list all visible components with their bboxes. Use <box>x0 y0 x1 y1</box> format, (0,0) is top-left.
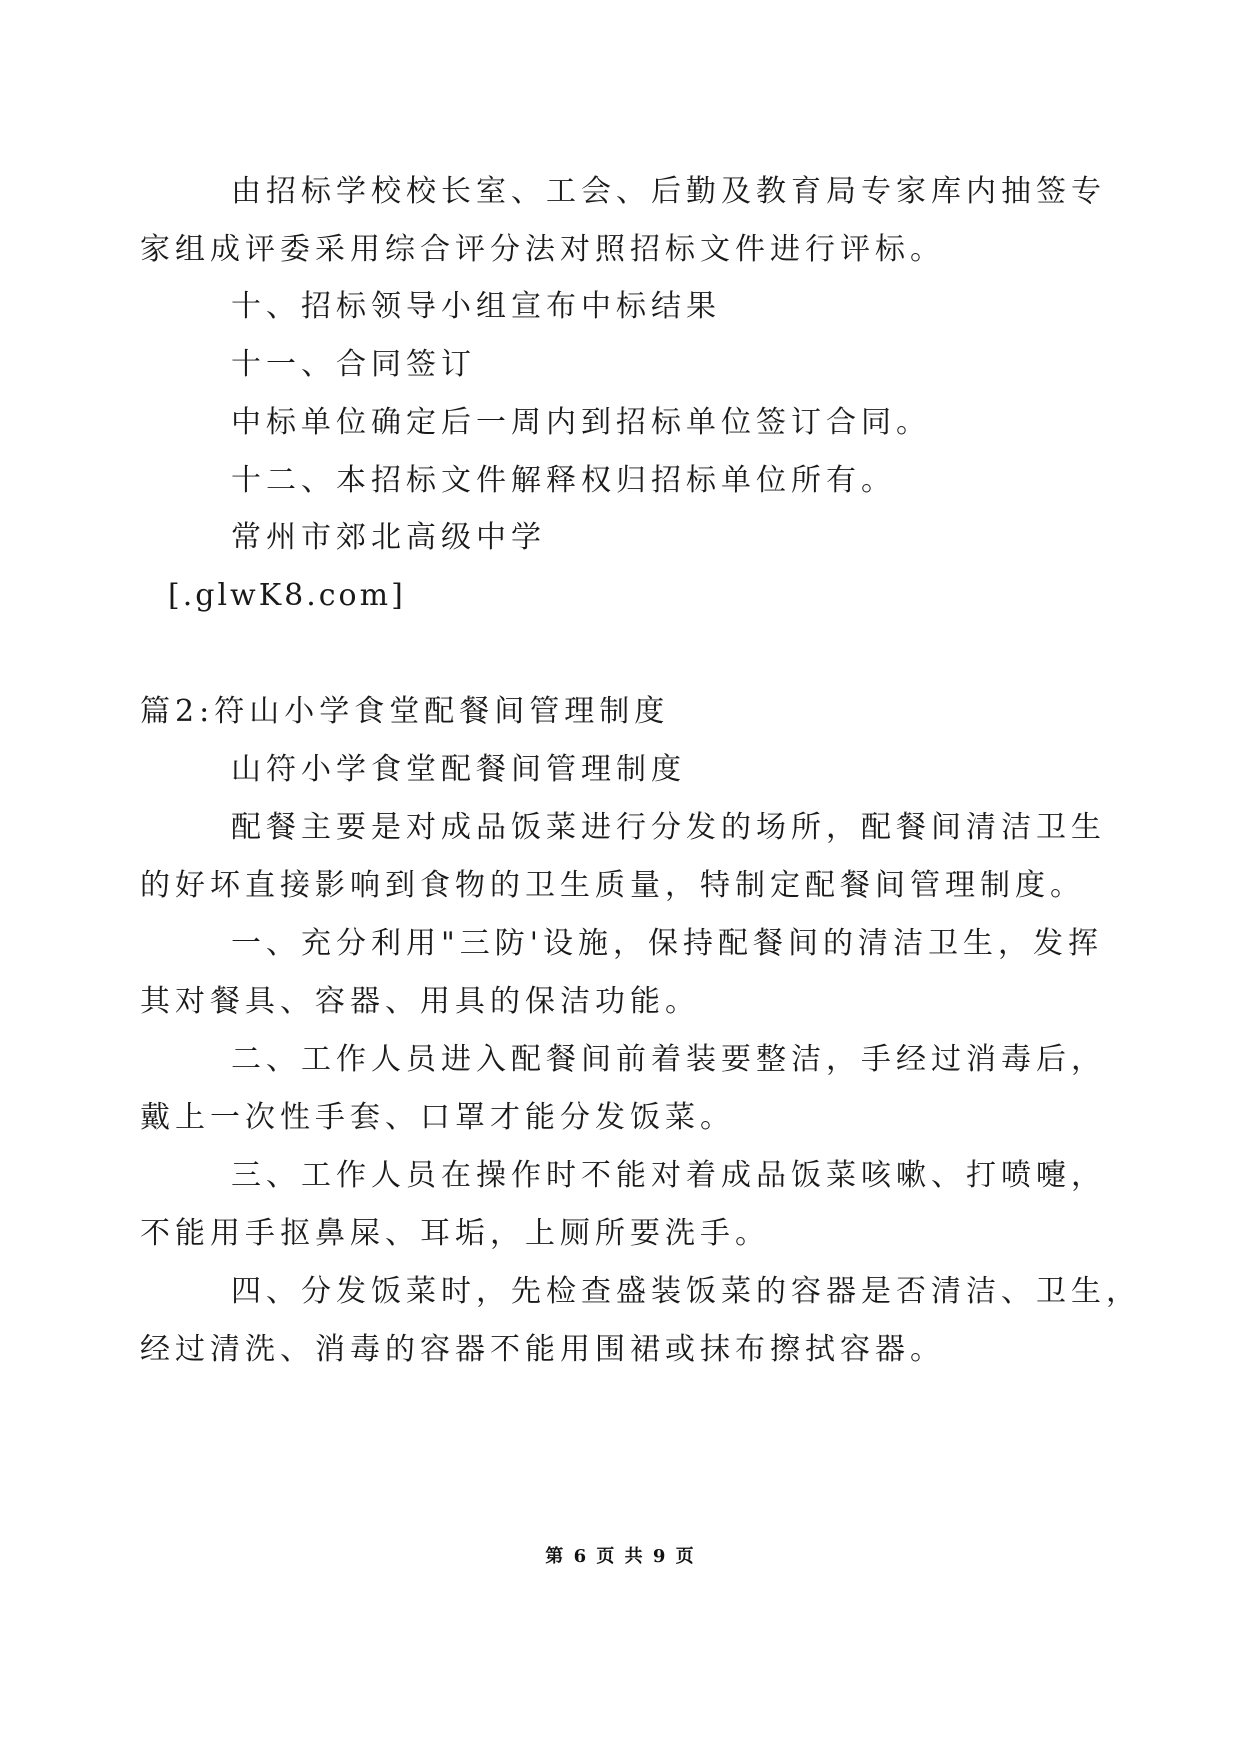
paragraph-line: 一、充分利用"三防'设施，保持配餐间的清洁卫生，发挥 <box>231 926 1104 961</box>
paragraph-line: 家组成评委采用综合评分法对照招标文件进行评标。 <box>140 232 945 267</box>
paragraph-line: 二、工作人员进入配餐间前着装要整洁，手经过消毒后， <box>231 1042 1106 1077</box>
signature-line: 常州市郊北高级中学 <box>231 520 546 555</box>
article-title: 篇2:符山小学食堂配餐间管理制度 <box>140 694 670 729</box>
paragraph-line: 的好坏直接影响到食物的卫生质量，特制定配餐间管理制度。 <box>140 868 1085 903</box>
article-subtitle: 山符小学食堂配餐间管理制度 <box>231 752 686 787</box>
paragraph-line: 经过清洗、消毒的容器不能用围裙或抹布擦拭容器。 <box>140 1332 945 1367</box>
page-number-footer: 第 6 页 共 9 页 <box>545 1546 696 1567</box>
paragraph-line: 配餐主要是对成品饭菜进行分发的场所，配餐间清洁卫生 <box>231 810 1106 845</box>
paragraph-line: 四、分发饭菜时，先检查盛装饭菜的容器是否清洁、卫生， <box>231 1274 1141 1309</box>
paragraph-line: 戴上一次性手套、口罩才能分发饭菜。 <box>140 1100 735 1135</box>
paragraph-line: 由招标学校校长室、工会、后勤及教育局专家库内抽签专 <box>231 174 1106 209</box>
section-heading: 十二、本招标文件解释权归招标单位所有。 <box>231 463 896 498</box>
paragraph-line: 其对餐具、容器、用具的保洁功能。 <box>140 984 700 1019</box>
paragraph-line: 中标单位确定后一周内到招标单位签订合同。 <box>231 405 931 440</box>
paragraph-line: 不能用手抠鼻屎、耳垢，上厕所要洗手。 <box>140 1216 770 1251</box>
paragraph-line: 三、工作人员在操作时不能对着成品饭菜咳嗽、打喷嚏， <box>231 1158 1106 1193</box>
source-link: [.glwK8.com] <box>168 578 406 613</box>
section-heading: 十一、合同签订 <box>231 347 476 382</box>
section-heading: 十、招标领导小组宣布中标结果 <box>231 289 721 324</box>
